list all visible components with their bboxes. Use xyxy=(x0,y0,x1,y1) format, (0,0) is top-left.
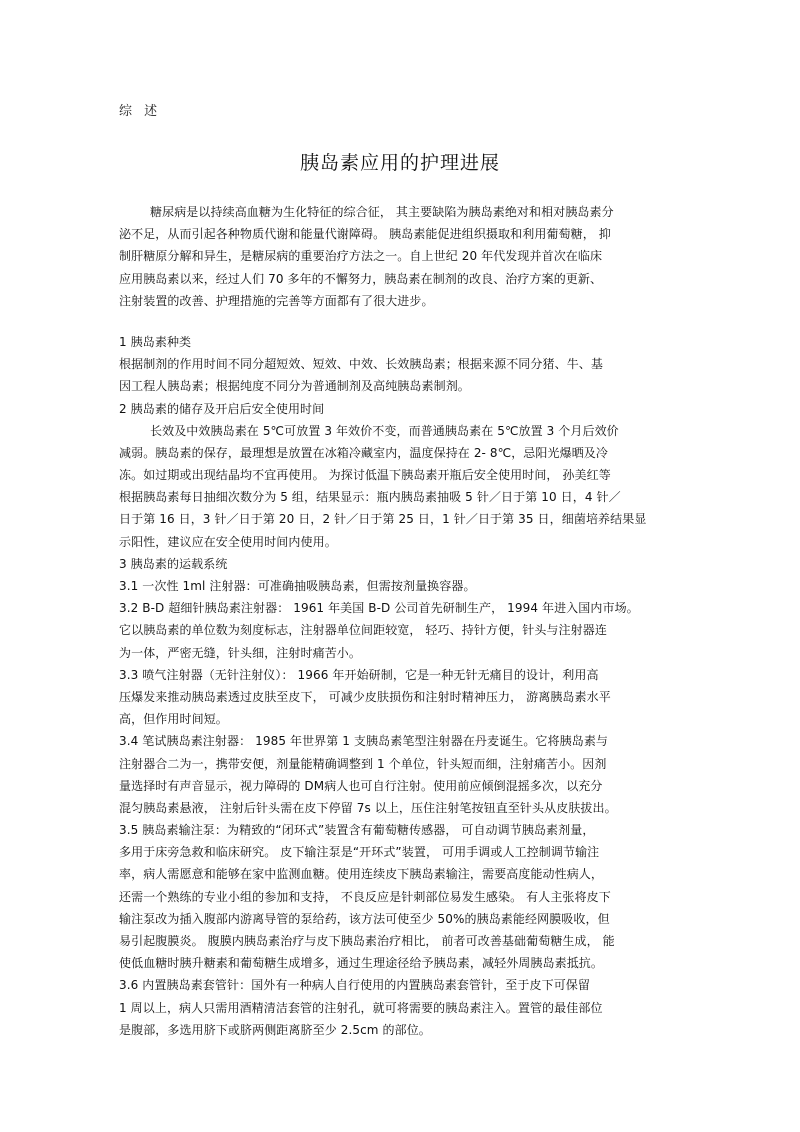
body-line: 根据胰岛素每日抽细次数分为 5 组，结果显示：瓶内胰岛素抽吸 5 针／日于第 10 日，4 针／ xyxy=(119,490,621,505)
body-line: 是腹部，多选用脐下或脐两侧距离脐至少 2.5cm 的部位。 xyxy=(119,1022,431,1037)
body-line: 冻。如过期或出现结晶均不宜再使用。 为探讨低温下胰岛素开瓶后安全使用时间， 孙美红等 xyxy=(119,468,611,483)
article-body xyxy=(119,201,684,1041)
body-line: 为一体，严密无缝，针头细，注射时痛苦小。 xyxy=(119,645,362,660)
body-line: 压爆发来推动胰岛素透过皮肤至皮下， 可减少皮肤损伤和注射时精神压力， 游离胰岛素水平 xyxy=(119,689,611,704)
body-line: 量选择时有声音显示，视力障碍的 DM病人也可自行注射。使用前应倾倒混摇多次，以充分 xyxy=(119,778,603,793)
intro-line: 应用胰岛素以来，经过人们 70 多年的不懈努力，胰岛素在制剂的改良、治疗方案的更新、 xyxy=(119,271,603,286)
body-line: 日于第 16 日，3 针／日于第 20 日，2 针／日于第 25 日，1 针／日于第 35 日，细菌培养结果显 xyxy=(119,512,647,527)
body-line: 高，但作用时间短。 xyxy=(119,712,228,727)
intro-line: 制肝糖原分解和异生，是糖尿病的重要治疗方法之一。自上世纪 20 年代发现并首次在临床 xyxy=(119,249,603,264)
body-line: 还需一个熟练的专业小组的参加和支持， 不良反应是针刺部位易发生感染。 有人主张将皮下 xyxy=(119,889,611,904)
body-line: 注射器合二为一，携带安便，剂量能精确调整到 1 个单位，针头短而细，注射痛苦小。因剂 xyxy=(119,756,607,771)
intro-line: 糖尿病是以持续高血糖为生化特征的综合征， 其主要缺陷为胰岛素绝对和相对胰岛素分 xyxy=(150,205,614,219)
section-heading-insulin-types: 1 胰岛素种类 xyxy=(119,334,192,349)
section-tag: 综 述 xyxy=(119,104,162,119)
body-line: 3.4 笔试胰岛素注射器： 1985 年世界第 1 支胰岛素笔型注射器在丹麦诞生。它将胰岛素与 xyxy=(119,734,609,749)
body-line: 根据制剂的作用时间不同分超短效、短效、中效、长效胰岛素；根据来源不同分猪、牛、基 xyxy=(119,357,604,372)
body-line: 因工程人胰岛素；根据纯度不同分为普通制剂及高纯胰岛素制剂。 xyxy=(119,379,470,394)
section-heading-delivery: 3 胰岛素的运载系统 xyxy=(119,556,228,571)
body-line: 3.2 B-D 超细针胰岛素注射器： 1961 年美国 B-D 公司首先研制生产， 1994 年进入国内市场。 xyxy=(119,601,639,616)
article-title: 胰岛素应用的护理进展 xyxy=(299,152,500,174)
body-line: 1 周以上，病人只需用酒精清洁套管的注射孔，就可将需要的胰岛素注入。置管的最佳部位 xyxy=(119,1000,603,1015)
body-line: 易引起腹膜炎。 腹膜内胰岛素治疗与皮下胰岛素治疗相比， 前者可改善基础葡萄糖生成， 能 xyxy=(119,934,615,948)
body-line: 3.3 喷气注射器（无针注射仪）： 1966 年开始研制，它是一种无针无痛目的设计，利用高 xyxy=(119,667,599,682)
section-heading-storage: 2 胰岛素的储存及开启后安全使用时间 xyxy=(119,401,325,416)
body-line: 3.1 一次性 1ml 注射器：可准确抽吸胰岛素，但需按剂量换容器。 xyxy=(119,579,476,593)
body-line: 它以胰岛素的单位数为刻度标志，注射器单位间距较宽， 轻巧、持针方便，针头与注射器连 xyxy=(119,623,607,638)
body-line: 多用于床旁急救和临床研究。 皮下输注泵是“开环式”装置， 可用手调或人工控制调节输注 xyxy=(119,845,600,860)
body-line: 使低血糖时胰升糖素和葡萄糖生成增多，通过生理途径给予胰岛素，减轻外周胰岛素抵抗。 xyxy=(119,956,604,971)
intro-line: 注射装置的改善、护理措施的完善等方面都有了很大进步。 xyxy=(119,293,434,308)
body-line: 输注泵改为插入腹部内游离导管的泵给药，该方法可使至少 50%的胰岛素能经网膜吸收，但 xyxy=(119,911,610,926)
intro-line: 泌不足，从而引起各种物质代谢和能量代谢障碍。 胰岛素能促进组织摄取和利用葡萄糖， 抑 xyxy=(119,227,611,242)
body-line: 混匀胰岛素悬液， 注射后针头需在皮下停留 7s 以上，压住注射笔按钮直至针头从皮肤拔出。 xyxy=(119,800,617,815)
body-line: 示阳性，建议应在安全使用时间内使用。 xyxy=(119,534,337,549)
body-line: 减弱。胰岛素的保存，最理想是放置在冰箱冷藏室内，温度保持在 2- 8℃，忌阳光爆晒及冷 xyxy=(119,445,609,460)
body-line: 长效及中效胰岛素在 5℃可放置 3 年效价不变，而普通胰岛素在 5℃放置 3 个月后效价 xyxy=(150,423,619,438)
body-line: 3.6 内置胰岛素套管针：国外有一种病人自行使用的内置胰岛素套管针，至于皮下可保留 xyxy=(119,978,591,993)
body-line: 率，病人需愿意和能够在家中监测血糖。使用连续皮下胰岛素输注，需要高度能动性病人， xyxy=(119,867,604,882)
body-line: 3.5 胰岛素输注泵：为精致的“闭环式”装置含有葡萄糖传感器， 可自动调节胰岛素剂量， xyxy=(119,823,595,838)
